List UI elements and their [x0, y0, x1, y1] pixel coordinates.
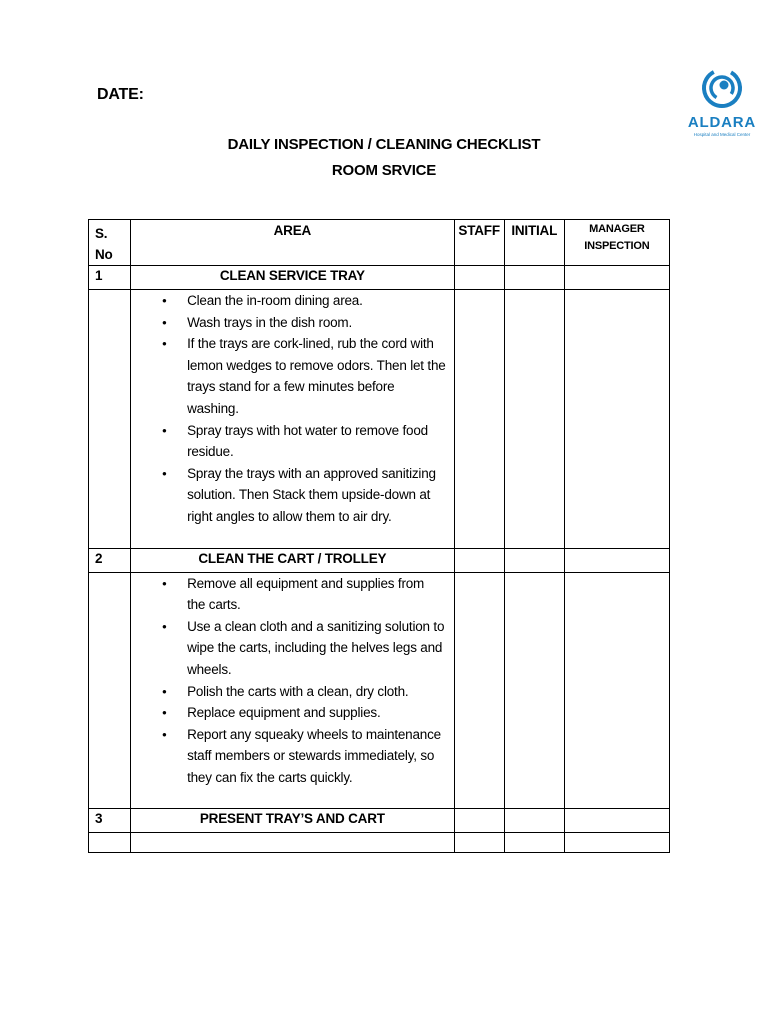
section-title: PRESENT TRAY’S AND CART — [131, 809, 455, 833]
item-list — [131, 573, 454, 809]
sno-cell — [89, 833, 131, 853]
section-items-row — [89, 572, 670, 809]
items-cell — [131, 833, 455, 853]
staff-cell[interactable] — [454, 809, 504, 833]
initial-cell[interactable] — [504, 809, 564, 833]
section-number: 1 — [89, 266, 131, 290]
section-heading-row — [89, 548, 670, 572]
page-subtitle: ROOM SRVICE — [331, 162, 437, 179]
date-label: DATE: — [97, 86, 144, 103]
header-staff: STAFF — [454, 220, 504, 266]
sno-cell — [89, 290, 131, 549]
items-cell — [131, 572, 455, 809]
logo-name: ALDARA — [687, 114, 757, 131]
list-item: • Spray trays with hot water to remove food residue. — [187, 420, 446, 463]
initial-cell[interactable] — [504, 290, 564, 549]
header-area: AREA — [131, 220, 455, 266]
list-item: • Spray the trays with an approved sanitizing solution. Then Stack them upside-down at right angles to allow them to air dry. — [187, 463, 446, 528]
section-title: CLEAN THE CART / TROLLEY — [131, 548, 455, 572]
section-heading-row — [89, 809, 670, 833]
empty-row — [89, 833, 670, 853]
items-cell — [131, 290, 455, 549]
sno-cell — [89, 572, 131, 809]
aldara-logo-icon — [700, 66, 744, 110]
list-item: • Remove all equipment and supplies from the carts. — [187, 573, 446, 616]
initial-cell[interactable] — [504, 548, 564, 572]
manager-inspection-cell[interactable] — [564, 572, 669, 809]
manager-inspection-cell[interactable] — [564, 809, 669, 833]
header-sno-label: S.No — [95, 226, 113, 262]
list-item: • Polish the carts with a clean, dry cloth. — [187, 681, 446, 703]
staff-cell[interactable] — [454, 548, 504, 572]
list-item: • Clean the in-room dining area. — [187, 290, 446, 312]
staff-cell[interactable] — [454, 833, 504, 853]
list-item: • Replace equipment and supplies. — [187, 702, 446, 724]
list-item: • If the trays are cork-lined, rub the cord with lemon wedges to remove odors. Then let the trays stand for a few minutes before washing. — [187, 333, 446, 419]
section-number: 2 — [89, 548, 131, 572]
table-header-row — [89, 220, 670, 266]
manager-inspection-cell[interactable] — [564, 266, 669, 290]
list-item: • Wash trays in the dish room. — [187, 312, 446, 334]
manager-inspection-cell[interactable] — [564, 833, 669, 853]
section-title: CLEAN SERVICE TRAY — [131, 266, 455, 290]
header-manager-inspection: MANAGER INSPECTION — [564, 220, 669, 266]
section-items-row — [89, 290, 670, 549]
header-initial: INITIAL — [504, 220, 564, 266]
staff-cell[interactable] — [454, 572, 504, 809]
section-number: 3 — [89, 809, 131, 833]
list-item: • Report any squeaky wheels to maintenance staff members or stewards immediately, so they can fix the carts quickly. — [187, 724, 446, 789]
manager-inspection-cell[interactable] — [564, 290, 669, 549]
staff-cell[interactable] — [454, 290, 504, 549]
initial-cell[interactable] — [504, 266, 564, 290]
initial-cell[interactable] — [504, 572, 564, 809]
manager-inspection-cell[interactable] — [564, 548, 669, 572]
logo-tagline: Hospital and Medical Center — [693, 132, 751, 137]
staff-cell[interactable] — [454, 266, 504, 290]
section-heading-row — [89, 266, 670, 290]
page-title: DAILY INSPECTION / CLEANING CHECKLIST — [227, 136, 541, 153]
initial-cell[interactable] — [504, 833, 564, 853]
header-sno — [89, 220, 131, 266]
checklist-table — [88, 219, 670, 853]
list-item: • Use a clean cloth and a sanitizing solution to wipe the carts, including the helves legs and wheels. — [187, 616, 446, 681]
item-list — [131, 290, 454, 548]
